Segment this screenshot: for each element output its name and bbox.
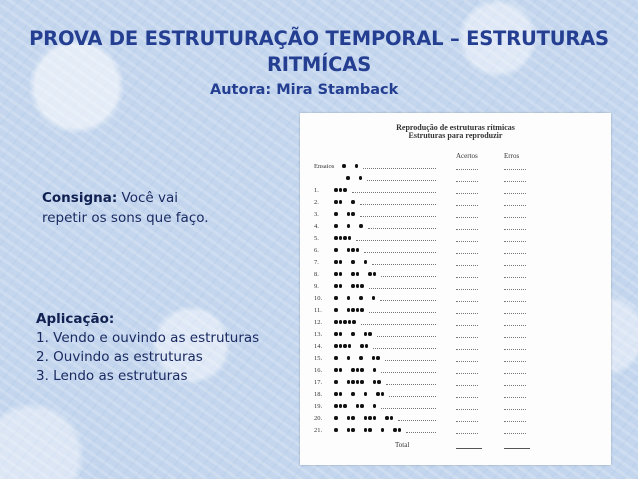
rhythm-dot [346,176,350,180]
rhythm-dot [368,272,372,276]
rhythm-dot [351,332,355,336]
answer-dotted-line [369,282,437,289]
structure-row [300,343,611,353]
erros-blank [504,187,526,194]
rhythm-dot [343,236,347,240]
rhythm-dot [373,272,377,276]
rhythm-pattern [326,390,446,400]
aplicacao-block [36,310,296,386]
structure-row-label: 13. [314,331,323,338]
erros-blank [504,211,526,218]
total-label: Total [395,441,410,449]
answer-dotted-line [369,306,437,313]
rhythm-dot [334,416,338,420]
rhythm-dot [360,368,364,372]
rhythm-dot [348,320,352,324]
rhythm-dot [364,260,368,264]
structure-row-label: 7. [314,259,319,266]
rhythm-dot [351,428,355,432]
rhythm-dot [351,212,355,216]
acertos-blank [456,199,478,206]
rhythm-pattern [326,402,446,412]
rhythm-dot [334,188,338,192]
rhythm-dot [351,284,355,288]
rhythm-dot [334,272,338,276]
structure-row-label: 15. [314,355,323,362]
structure-row [300,319,611,329]
column-header-acertos: Acertos [456,152,478,160]
structure-row-label: 10. [314,295,323,302]
rhythm-dot [339,188,343,192]
erros-blank [504,175,526,182]
rhythm-dot [334,368,338,372]
rhythm-dot [347,428,351,432]
rhythm-dot [351,248,355,252]
answer-dotted-line [385,354,437,361]
aplicacao-item: 1. Vendo e ouvindo as estruturas [36,330,260,346]
rhythm-pattern [326,162,446,172]
rhythm-dot [351,368,355,372]
rhythm-pattern [326,342,446,352]
rhythm-dot [343,344,347,348]
erros-blank [504,331,526,338]
rhythm-dot [381,392,385,396]
rhythm-dot [339,368,343,372]
rhythm-dot [334,236,338,240]
rhythm-pattern [326,186,446,196]
rhythm-dot [356,308,360,312]
answer-dotted-line [360,210,437,217]
rhythm-dot [360,404,364,408]
structure-row-label: 21. [314,427,323,434]
structure-row-label: 20. [314,415,323,422]
erros-blank [504,367,526,374]
structure-row [300,271,611,281]
acertos-blank [456,343,478,350]
structure-row-label: 17. [314,379,323,386]
structure-row [300,175,611,185]
consigna-text-1: Você vai [117,190,179,206]
rhythm-dot [347,356,351,360]
aplicacao-item: 2. Ouvindo as estruturas [36,349,203,365]
total-erros-line [504,448,530,449]
rhythm-dot [348,236,352,240]
author-line: Autora: Mira Stamback [210,82,399,98]
acertos-blank [456,391,478,398]
rhythm-dot [334,260,338,264]
total-acertos-line [456,448,482,449]
rhythm-dot [339,272,343,276]
title-line-1: PROVA DE ESTRUTURAÇÃO TEMPORAL – ESTRUTURAS [29,27,609,50]
rhythm-dot [339,332,343,336]
rhythm-dot [356,380,360,384]
rhythm-dot [385,416,389,420]
rhythm-dot [334,248,338,252]
acertos-blank [456,319,478,326]
rhythm-dot [373,380,377,384]
erros-blank [504,259,526,266]
rhythm-dot [339,392,343,396]
answer-dotted-line [381,366,436,373]
rhythm-pattern [326,354,446,364]
acertos-blank [456,283,478,290]
answer-dotted-line [352,186,437,193]
answer-dotted-line [368,222,437,229]
aplicacao-item: 3. Lendo as estruturas [36,368,188,384]
acertos-blank [456,187,478,194]
structure-row-label: 5. [314,235,319,242]
rhythm-dot [334,344,338,348]
rhythm-dot [359,356,363,360]
rhythm-pattern [326,210,446,220]
acertos-blank [456,415,478,422]
acertos-blank [456,331,478,338]
acertos-blank [456,295,478,302]
acertos-blank [456,259,478,266]
rhythm-dot [351,308,355,312]
structure-row-label: 9. [314,283,319,290]
answer-dotted-line [361,318,437,325]
acertos-blank [456,211,478,218]
consigna-text-2: repetir os sons que faço. [42,210,209,226]
rhythm-dot [368,428,372,432]
structure-row [300,403,611,413]
acertos-blank [456,235,478,242]
erros-blank [504,391,526,398]
structure-row-label: Ensaios [314,163,335,170]
erros-blank [504,319,526,326]
rhythm-dot [351,392,355,396]
erros-blank [504,283,526,290]
rhythm-dot [334,224,338,228]
rhythm-dot [351,260,355,264]
erros-blank [504,415,526,422]
structure-row-label: 3. [314,211,319,218]
rhythm-dot [351,416,355,420]
answer-dotted-line [377,330,437,337]
rhythm-dot [373,416,377,420]
answer-dotted-line [398,414,436,421]
rhythm-dot [339,260,343,264]
rhythm-pattern [326,174,446,184]
worksheet-subtitle: Estruturas para reproduzir [408,131,503,140]
rhythm-dot [352,320,356,324]
answer-dotted-line [381,270,436,277]
rhythm-pattern [326,366,446,376]
rhythm-pattern [326,426,446,436]
answer-dotted-line [389,390,436,397]
rhythm-dot [364,332,368,336]
structure-row-label: 11. [314,307,322,314]
rhythm-dot [334,428,338,432]
rhythm-dot [334,392,338,396]
structure-row-label: 1. [314,187,319,194]
acertos-blank [456,307,478,314]
rhythm-dot [334,332,338,336]
answer-dotted-line [356,234,436,241]
rhythm-dot [356,248,360,252]
rhythm-dot [368,332,372,336]
acertos-blank [456,223,478,230]
rhythm-dot [364,428,368,432]
rhythm-dot [334,284,338,288]
acertos-blank [456,427,478,434]
erros-blank [504,379,526,386]
structure-row-label: 19. [314,403,323,410]
consigna-label: Consigna: [42,190,118,206]
structure-row [300,187,611,197]
structure-row [300,427,611,437]
rhythm-dot [339,284,343,288]
rhythm-pattern [326,234,446,244]
rhythm-dot [360,308,364,312]
rhythm-dot [334,356,338,360]
erros-blank [504,343,526,350]
rhythm-dot [347,212,351,216]
structure-row [300,223,611,233]
rhythm-dot [381,428,385,432]
structure-row [300,211,611,221]
rhythm-dot [359,176,363,180]
title-line-2: RITMÍCAS [266,53,372,76]
erros-blank [504,427,526,434]
rhythm-pattern [326,258,446,268]
rhythm-dot [376,356,380,360]
structure-row-label: 16. [314,367,323,374]
structure-row [300,163,611,173]
rhythm-dot [339,320,343,324]
erros-blank [504,247,526,254]
rhythm-dot [393,428,397,432]
structure-row [300,415,611,425]
structure-row-label: 2. [314,199,319,206]
acertos-blank [456,271,478,278]
rhythm-dot [364,392,368,396]
rhythm-dot [359,224,363,228]
rhythm-dot [339,404,343,408]
rhythm-dot [347,248,351,252]
rhythm-dot [347,296,351,300]
rhythm-dot [342,164,346,168]
rhythm-dot [360,380,364,384]
structure-row [300,367,611,377]
erros-blank [504,295,526,302]
rhythm-dot [334,296,338,300]
rhythm-dot [334,308,338,312]
rhythm-dot [348,344,352,348]
rhythm-dot [377,380,381,384]
rhythm-dot [339,344,343,348]
rhythm-pattern [326,294,446,304]
erros-blank [504,235,526,242]
rhythm-dot [347,416,351,420]
answer-dotted-line [372,258,436,265]
answer-dotted-line [373,342,436,349]
slide-title [0,26,638,78]
erros-blank [504,223,526,230]
acertos-blank [456,355,478,362]
rhythm-dot [351,200,355,204]
erros-blank [504,307,526,314]
structure-row [300,259,611,269]
rhythm-pattern [326,330,446,340]
structure-row-label: 8. [314,271,319,278]
consigna-block [42,188,242,228]
rhythm-dot [356,272,360,276]
worksheet-title: Reprodução de estruturas rítmicas [396,123,515,132]
acertos-blank [456,247,478,254]
rhythm-dot [347,308,351,312]
answer-dotted-line [386,378,437,385]
rhythm-pattern [326,270,446,280]
rhythm-dot [343,320,347,324]
rhythm-dot [351,272,355,276]
rhythm-dot [339,200,343,204]
aplicacao-heading: Aplicação: [36,311,115,327]
acertos-blank [456,175,478,182]
rhythm-dot [368,416,372,420]
rhythm-dot [356,368,360,372]
scanned-worksheet [300,113,611,465]
rhythm-dot [365,344,369,348]
column-header-erros: Erros [504,152,520,160]
erros-blank [504,271,526,278]
erros-blank [504,199,526,206]
structure-row [300,199,611,209]
rhythm-dot [360,284,364,288]
rhythm-dot [334,380,338,384]
answer-dotted-line [406,426,436,433]
answer-dotted-line [381,402,436,409]
rhythm-dot [364,416,368,420]
rhythm-dot [339,236,343,240]
rhythm-dot [351,380,355,384]
rhythm-dot [356,404,360,408]
rhythm-pattern [326,246,446,256]
structure-row [300,379,611,389]
rhythm-dot [356,284,360,288]
rhythm-pattern [326,222,446,232]
rhythm-dot [376,392,380,396]
structure-row-label: 12. [314,319,323,326]
rhythm-dot [347,224,351,228]
rhythm-pattern [326,414,446,424]
structure-row [300,283,611,293]
acertos-blank [456,163,478,170]
rhythm-dot [360,344,364,348]
erros-blank [504,355,526,362]
structure-row [300,247,611,257]
rhythm-dot [355,164,359,168]
structure-row-label: 6. [314,247,319,254]
structure-row [300,235,611,245]
acertos-blank [456,379,478,386]
answer-dotted-line [380,294,436,301]
acertos-blank [456,367,478,374]
erros-blank [504,163,526,170]
rhythm-dot [347,380,351,384]
acertos-blank [456,403,478,410]
structure-row-label: 14. [314,343,323,350]
rhythm-dot [343,188,347,192]
structure-row [300,307,611,317]
rhythm-dot [334,200,338,204]
rhythm-dot [373,368,377,372]
answer-dotted-line [363,162,436,169]
answer-dotted-line [364,246,436,253]
rhythm-pattern [326,306,446,316]
rhythm-pattern [326,282,446,292]
rhythm-dot [390,416,394,420]
structure-row [300,355,611,365]
answer-dotted-line [360,198,437,205]
structure-row [300,331,611,341]
structure-row-label: 18. [314,391,323,398]
structure-row [300,391,611,401]
rhythm-dot [372,356,376,360]
rhythm-dot [398,428,402,432]
rhythm-dot [334,404,338,408]
rhythm-dot [334,212,338,216]
rhythm-dot [373,404,377,408]
structure-row [300,295,611,305]
rhythm-dot [372,296,376,300]
rhythm-dot [343,404,347,408]
answer-dotted-line [367,174,436,181]
rhythm-dot [359,296,363,300]
rhythm-pattern [326,378,446,388]
rhythm-dot [334,320,338,324]
rhythm-pattern [326,318,446,328]
erros-blank [504,403,526,410]
structure-row-label: 4. [314,223,319,230]
rhythm-pattern [326,198,446,208]
